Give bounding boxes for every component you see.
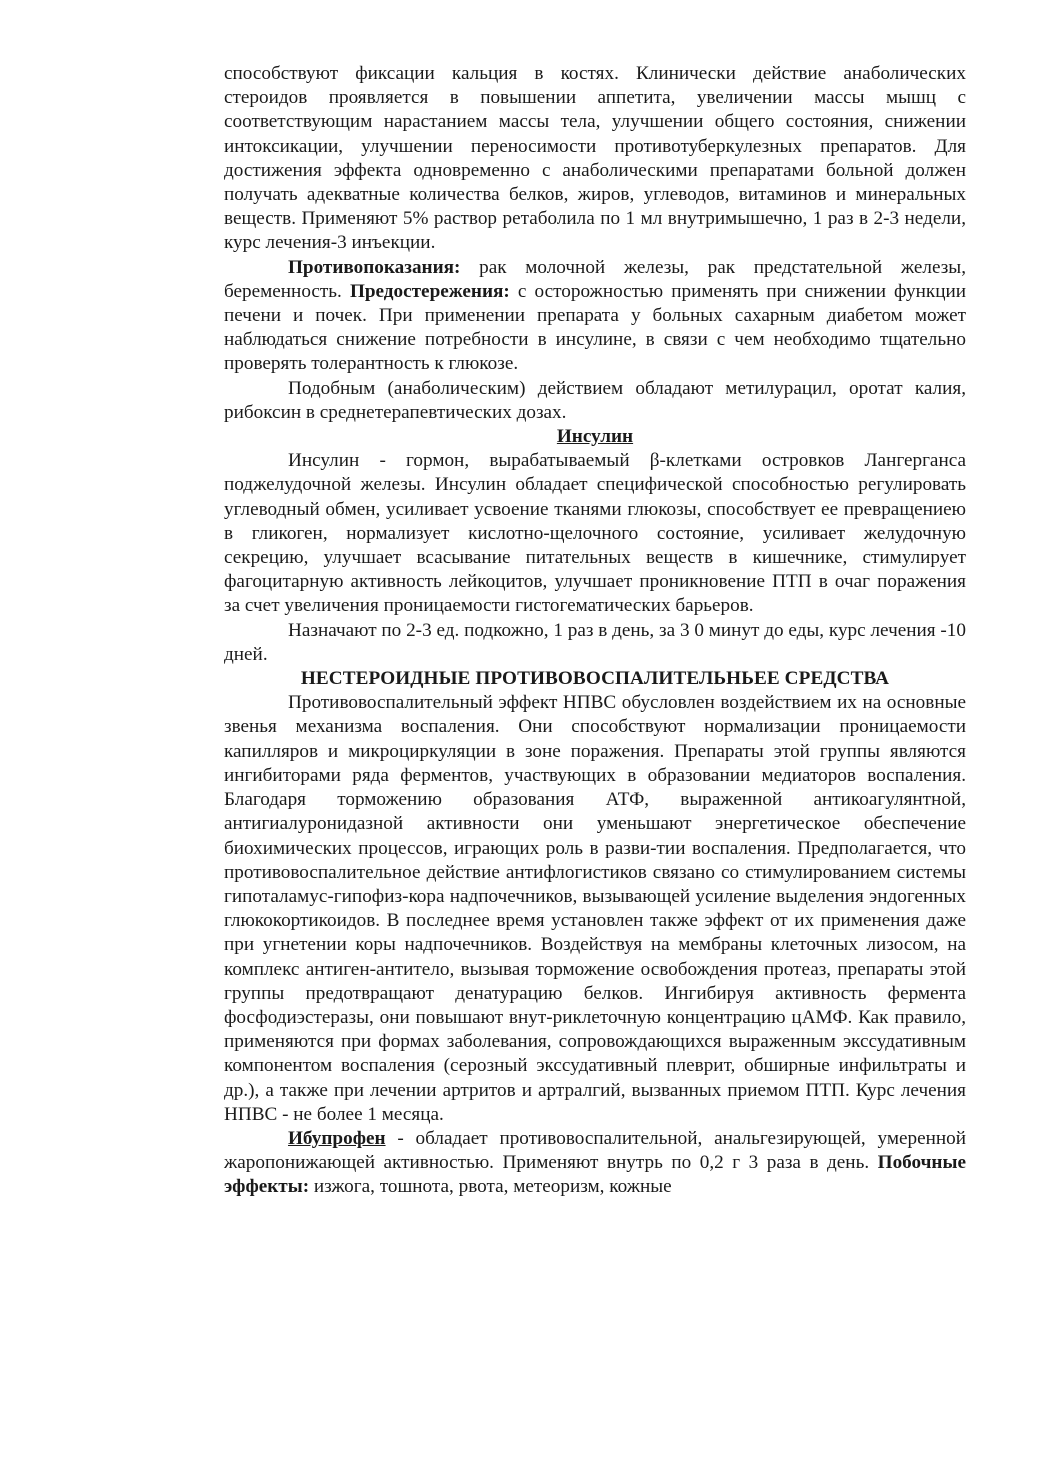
nsaid-section-title: НЕСТЕРОИДНЫЕ ПРОТИВОВОСПАЛИТЕЛЬНЬЕЕ СРЕДСТВА bbox=[300, 668, 890, 690]
contraindications-label: Противопоказания: bbox=[288, 256, 461, 278]
paragraph-anabolic-effects: способствуют фиксации кальция в костях. Клинически действие анаболических стероидов проявляется в повышении аппетита, увеличении массы мышц с соответствующим нарастанием массы тела, улучшении общего состояния, снижении интоксикации, улучшении переносимости противотуберкулезных препаратов. Для достижения эффекта одновременно с анаболическими препаратами больной должен получать адекватные количества белков, жиров, углеводов, витаминов и минеральных веществ. Применяют 5% раствор ретаболила по 1 мл внутримышечно, 1 раз в 2-3 недели, курс лечения-3 инъекции. bbox=[224, 63, 966, 254]
warnings-label: Предостережения: bbox=[349, 280, 510, 302]
ibuprofen-name: Ибупрофен bbox=[288, 1127, 386, 1149]
paragraph-insulin-dosage: Назначают по 2-3 ед. подкожно, 1 раз в день, за 3 0 минут до еды, курс лечения -10 дней. bbox=[224, 619, 966, 665]
ibuprofen-text: - обладает противовоспалительной, анальгезирующей, умеренной жаропонижающей активностью. Применяют внутрь по 0,2 г 3 раза в день. bbox=[224, 1127, 966, 1174]
side-effects-label: Побочные эффекты: bbox=[224, 1152, 966, 1198]
side-effects-text: изжога, тошнота, рвота, метеоризм, кожные bbox=[309, 1176, 672, 1198]
contraindications-text: рак молочной железы, рак предстательной железы, беременность. bbox=[224, 256, 966, 302]
paragraph-contraindications bbox=[224, 256, 966, 377]
paragraph-insulin-description: Инсулин - гормон, вырабатываемый β-клетками островков Лангерганса поджелудочной железы. Инсулин обладает специфической способностью регулировать углеводный обмен, усиливает усвоение тканями глюкозы, способствует ее превращениею в гликоген, нормализует кислотно-щелочного состояние, усиливает желудочную секрецию, улучшает всасывание питательных веществ в кишечнике, стимулирует фагоцитарную активность лейкоцитов, улучшает проникновение ПТП в очаг поражения за счет увеличения проницаемости гистогематических барьеров. bbox=[224, 450, 966, 617]
paragraph-nsaid-description: Противовоспалительный эффект НПВС обусловлен воздействием их на основные звенья механизма воспаления. Они способствуют нормализации проницаемости капилляров и микроциркуляции в зоне поражения. Препараты этой группы являются ингибиторами ряда ферментов, участвующих в образовании медиаторов воспаления. Благодаря торможению образования АТФ, выраженной антикоагулянтной, антигиалуронидазной активности они уменьшают энергетическое обеспечение биохимических процессов, играющих роль в разви-тии воспаления. Предполагается, что противовоспалительное действие антифлогистиков связано со стимулированием системы гипоталамус-гипофиз-кора надпочечников, вызывающей усиление выделения эндогенных глюкокортикоидов. В последнее время установлен также эффект от их применения даже при угнетении коры надпочечников. Воздействуя на мембраны клеточных лизосом, на комплекс антиген-антитело, вызывая торможение освобождения протеаз, препараты этой группы предотвращают денатурацию белков. Ингибируя активность фермента фосфодиэстеразы, они повышают внут-риклеточную концентрацию цАМФ. Как правило, применяются при формах заболевания, сопровождающихся выраженным экссудативным компонентом воспаления (серозный экссудативный плеврит, обширные инфильтраты и др.), а также при лечении артритов и артралгий, вызванных приемом ПТП. Курс лечения НПВС - не более 1 месяца. bbox=[224, 692, 966, 1125]
paragraph-ibuprofen bbox=[224, 1127, 966, 1200]
insulin-heading-text: Инсулин bbox=[556, 426, 634, 448]
insulin-heading bbox=[224, 425, 966, 449]
document-page bbox=[224, 62, 966, 1200]
warnings-text: с осторожностью применять при снижении функции печени и почек. При применении препарата у больных сахарным диабетом может наблюдаться снижение потребности в инсулине, в связи с чем необходимо тщательно проверять толерантность к глюкозе. bbox=[224, 280, 966, 375]
paragraph-similar-action: Подобным (анаболическим) действием обладают метилурацил, оротат калия, рибоксин в среднетерапевтических дозах. bbox=[224, 377, 966, 423]
